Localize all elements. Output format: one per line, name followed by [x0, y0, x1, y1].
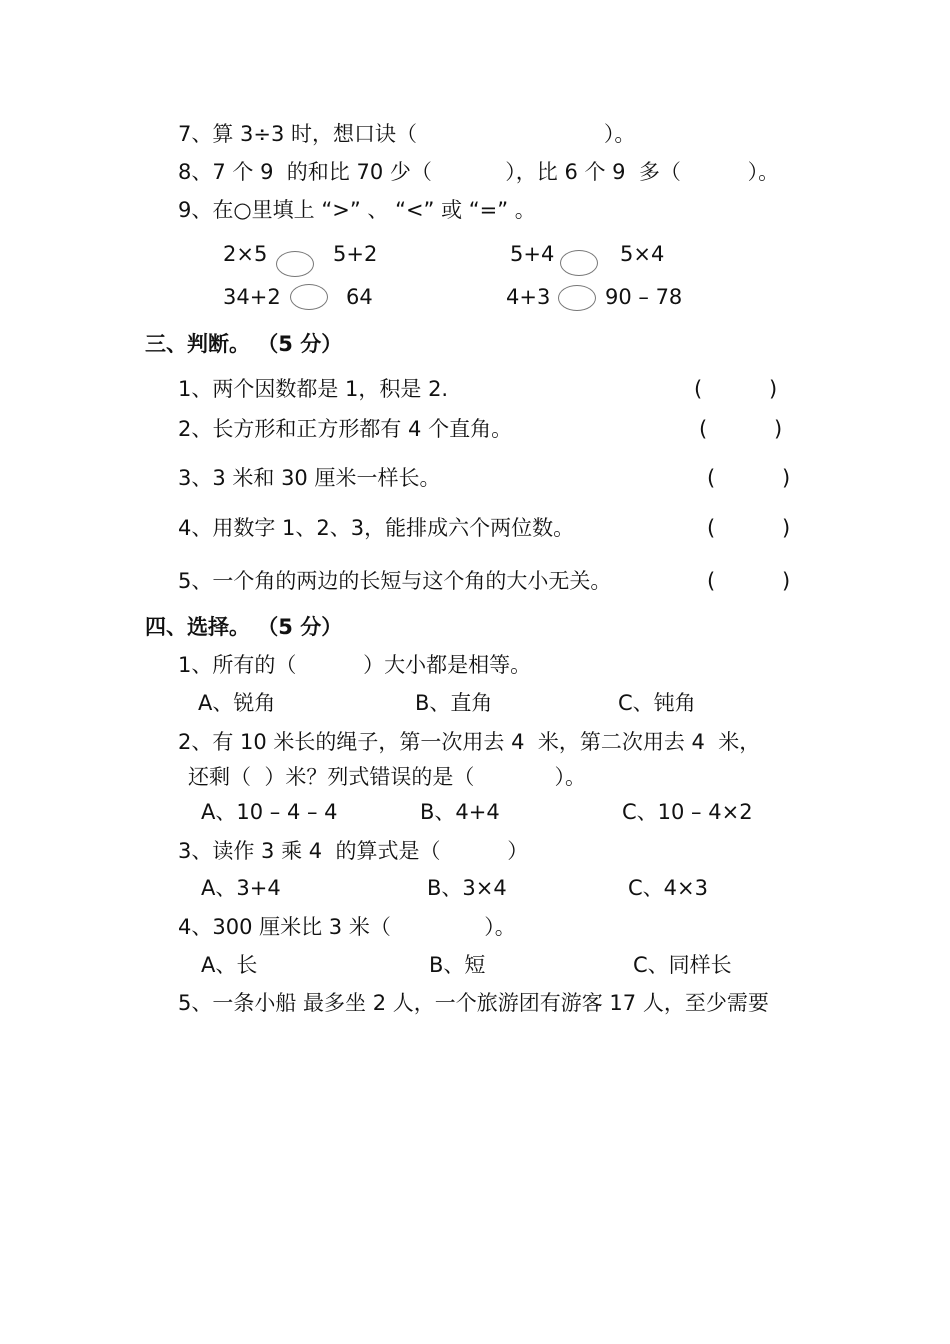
judge-answer-paren[interactable]: ( )	[707, 569, 791, 593]
judge-item-4: 4、用数字 1、2、3，能排成六个两位数。	[178, 516, 575, 540]
compare-right: 5×4	[620, 242, 665, 266]
compare-left: 5+4	[510, 242, 555, 266]
question-9: 9、在○里填上 “>” 、 “<” 或 “=” 。	[178, 198, 536, 222]
choice-option[interactable]: C、同样长	[633, 953, 732, 977]
compare-right: 90 – 78	[605, 285, 683, 309]
compare-left: 2×5	[223, 242, 268, 266]
choice-option[interactable]: C、4×3	[628, 876, 708, 900]
choice-option[interactable]: C、10 – 4×2	[622, 800, 753, 824]
choice-option[interactable]: B、短	[429, 953, 486, 977]
compare-right: 64	[346, 285, 373, 309]
compare-blank-oval[interactable]	[558, 285, 596, 311]
judge-item-1: 1、两个因数都是 1，积是 2.	[178, 377, 449, 401]
question-8: 8、7 个 9 的和比 70 少（ ），比 6 个 9 多（ ）。	[178, 160, 780, 184]
judge-item-2: 2、长方形和正方形都有 4 个直角。	[178, 417, 513, 441]
section-4-heading: 四、选择。 （5 分）	[145, 615, 343, 639]
choice-q5-stem: 5、一条小船 最多坐 2 人，一个旅游团有游客 17 人，至少需要	[178, 991, 769, 1015]
choice-q3-stem: 3、读作 3 乘 4 的算式是（ ）	[178, 839, 529, 863]
section-3-heading: 三、判断。 （5 分）	[145, 332, 343, 356]
judge-answer-paren[interactable]: ( )	[694, 377, 778, 401]
judge-item-5: 5、一个角的两边的长短与这个角的大小无关。	[178, 569, 612, 593]
choice-option[interactable]: B、直角	[415, 691, 493, 715]
choice-q1-stem: 1、所有的（ ）大小都是相等。	[178, 653, 532, 677]
question-7: 7、算 3÷3 时，想口诀（ ）。	[178, 122, 636, 146]
choice-q4-stem: 4、300 厘米比 3 米（ ）。	[178, 915, 516, 939]
compare-blank-oval[interactable]	[560, 250, 598, 276]
choice-option[interactable]: A、锐角	[198, 691, 276, 715]
judge-answer-paren[interactable]: ( )	[707, 466, 791, 490]
choice-q2-stem-line2: 还剩（ ）米？列式错误的是（ ）。	[188, 765, 586, 789]
compare-right: 5+2	[333, 242, 378, 266]
choice-option[interactable]: A、长	[201, 953, 258, 977]
compare-left: 4+3	[506, 285, 551, 309]
compare-blank-oval[interactable]	[276, 251, 314, 277]
choice-option[interactable]: A、3+4	[201, 876, 281, 900]
compare-left: 34+2	[223, 285, 281, 309]
judge-answer-paren[interactable]: ( )	[707, 516, 791, 540]
choice-option[interactable]: B、4+4	[420, 800, 500, 824]
choice-option[interactable]: A、10 – 4 – 4	[201, 800, 338, 824]
choice-option[interactable]: C、钝角	[618, 691, 696, 715]
choice-option[interactable]: B、3×4	[427, 876, 507, 900]
judge-item-3: 3、3 米和 30 厘米一样长。	[178, 466, 441, 490]
choice-q2-stem-line1: 2、有 10 米长的绳子，第一次用去 4 米，第二次用去 4 米，	[178, 730, 761, 754]
judge-answer-paren[interactable]: ( )	[699, 417, 783, 441]
compare-blank-oval[interactable]	[290, 284, 328, 310]
